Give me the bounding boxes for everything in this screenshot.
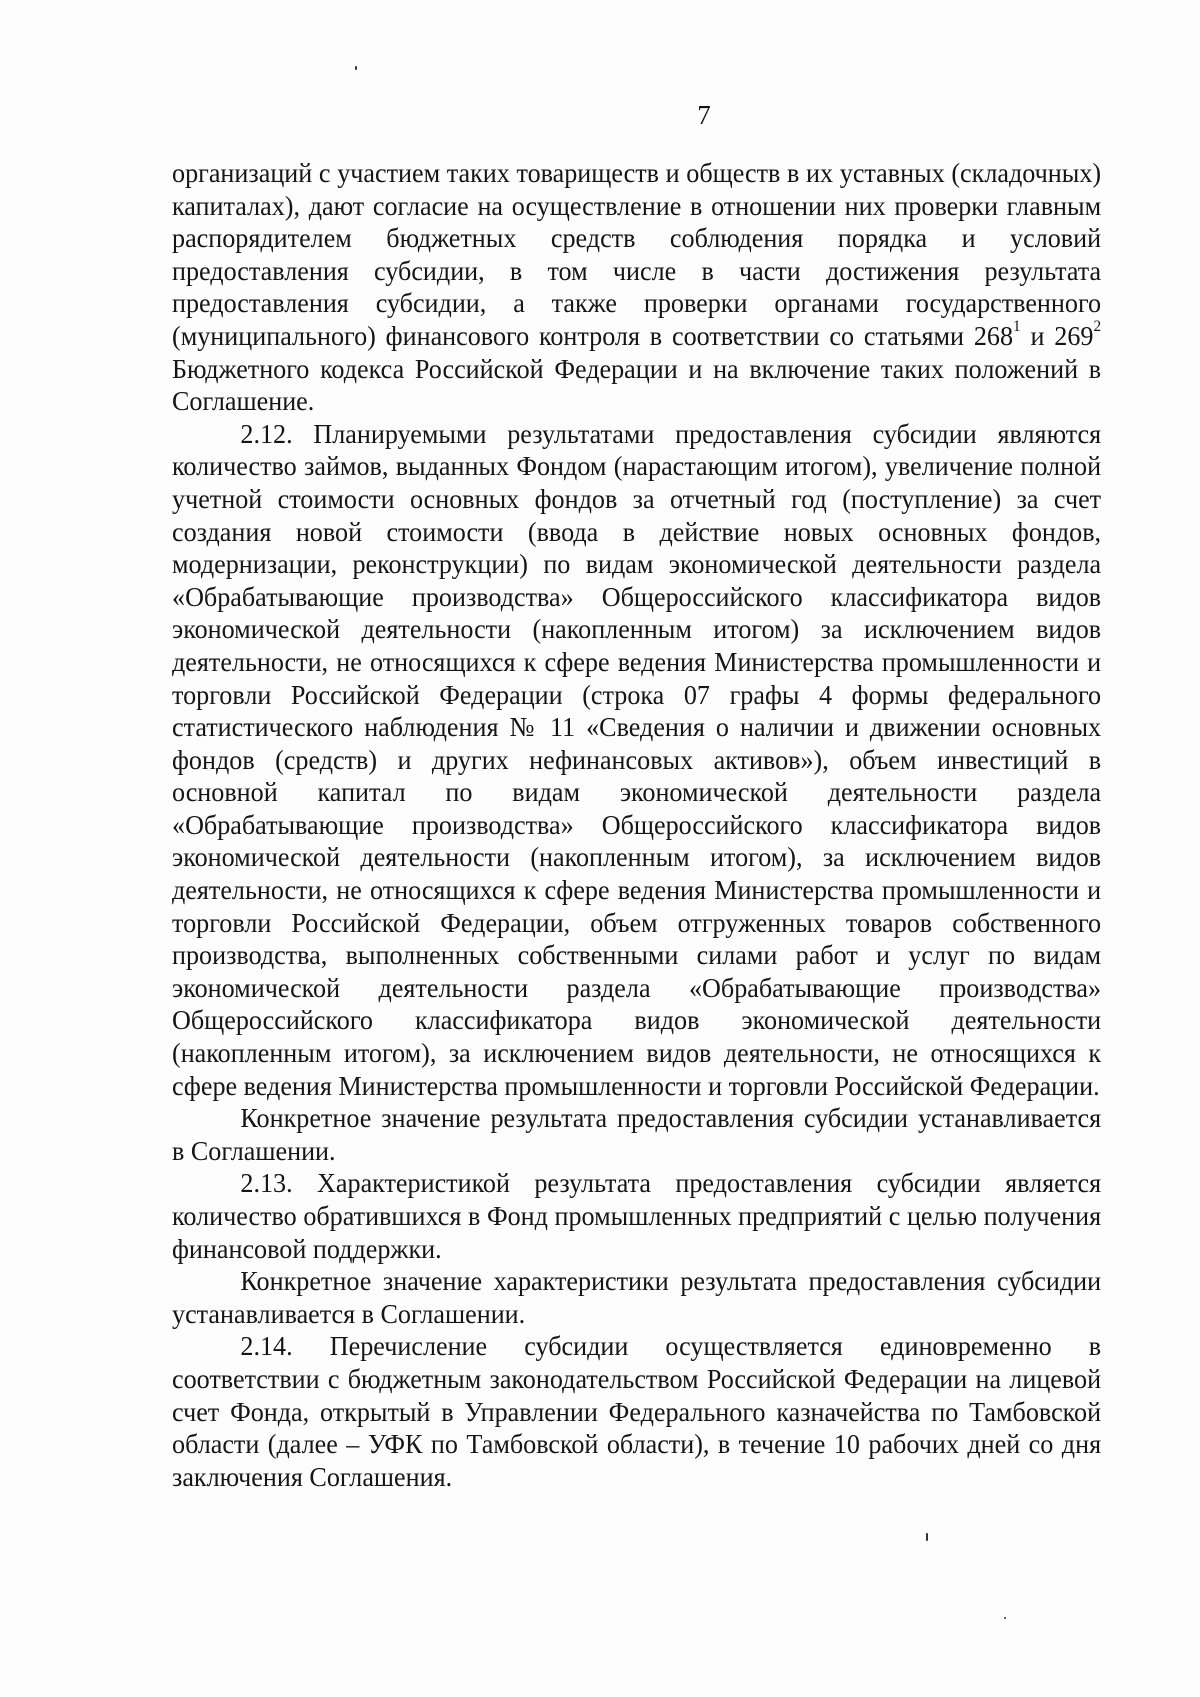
superscript-2: 2 (1093, 317, 1102, 335)
scan-speck (1004, 1617, 1006, 1619)
page-number: 7 (697, 100, 711, 130)
paragraph-characteristic-value: Конкретное значение характеристики результата предоставления субсидии устанавливается в Соглашении. (172, 1265, 1102, 1329)
scan-speck (926, 1533, 928, 1541)
superscript-1: 1 (1013, 317, 1021, 335)
paragraph-result-value: Конкретное значение результата предоставления субсидии устанавливается в Соглашении. (172, 1102, 1102, 1166)
paragraph-text: организаций с участием таких товариществ и обществ в их уставных (складочных) капиталах), дают согласие на осуществление в отношении них проверки главным распорядителем бюджетных средств соблюдения порядка и условий предоставления субсидии, в том числе в части достижения результата предоставления субсидии, а также проверки органами государственного (муниципального) финансового контроля в соответствии со статьями 268 (172, 157, 1102, 351)
scan-speck (355, 66, 357, 70)
document-body (172, 157, 1101, 1493)
paragraph-2-14: 2.14. Перечисление субсидии осуществляется единовременно в соответствии с бюджетным законодательством Российской Федерации на лицевой счет Фонда, открытый в Управлении Федерального казначейства по Тамбовской области (далее – УФК по Тамбовской области), в течение 10 рабочих дней со дня заключения Соглашения. (172, 1330, 1102, 1492)
paragraph-text: и 269 (1020, 319, 1094, 351)
paragraph-text: Бюджетного кодекса Российской Федерации и на включение таких положений в Соглашение. (172, 352, 1102, 417)
paragraph-2-12: 2.12. Планируемыми результатами предоставления субсидии являются количество займов, выданных Фондом (нарастающим итогом), увеличение полной учетной стоимости основных фондов за отчетный год (поступление) за счет создания новой стоимости (ввода в действие новых основных фондов, модернизации, реконструкции) по видам экономической деятельности раздела «Обрабатывающие производства» Общероссийского классификатора видов экономической деятельности (накопленным итогом) за исключением видов деятельности, не относящихся к сфере ведения Министерства промышленности и торговли Российской Федерации (строка 07 графы 4 формы федерального статистического наблюдения № 11 «Сведения о наличии и движении основных фондов (средств) и других нефинансовых активов»), объем инвестиций в основной капитал по видам экономической деятельности раздела «Обрабатывающие производства» Общероссийского классификатора видов экономической деятельности (накопленным итогом), за исключением видов деятельности, не относящихся к сфере ведения Министерства промышленности и торговли Российской Федерации, объем отгруженных товаров собственного производства, выполненных собственными силами работ и услуг по видам экономической деятельности раздела «Обрабатывающие производства» Общероссийского классификатора видов экономической деятельности (накопленным итогом), за исключением видов деятельности, не относящихся к сфере ведения Министерства промышленности и торговли Российской Федерации. (172, 417, 1102, 1101)
paragraph-2-13: 2.13. Характеристикой результата предоставления субсидии является количество обратившихся в Фонд промышленных предприятий с целью получения финансовой поддержки. (172, 1167, 1102, 1264)
paragraph-consent (172, 157, 1101, 418)
